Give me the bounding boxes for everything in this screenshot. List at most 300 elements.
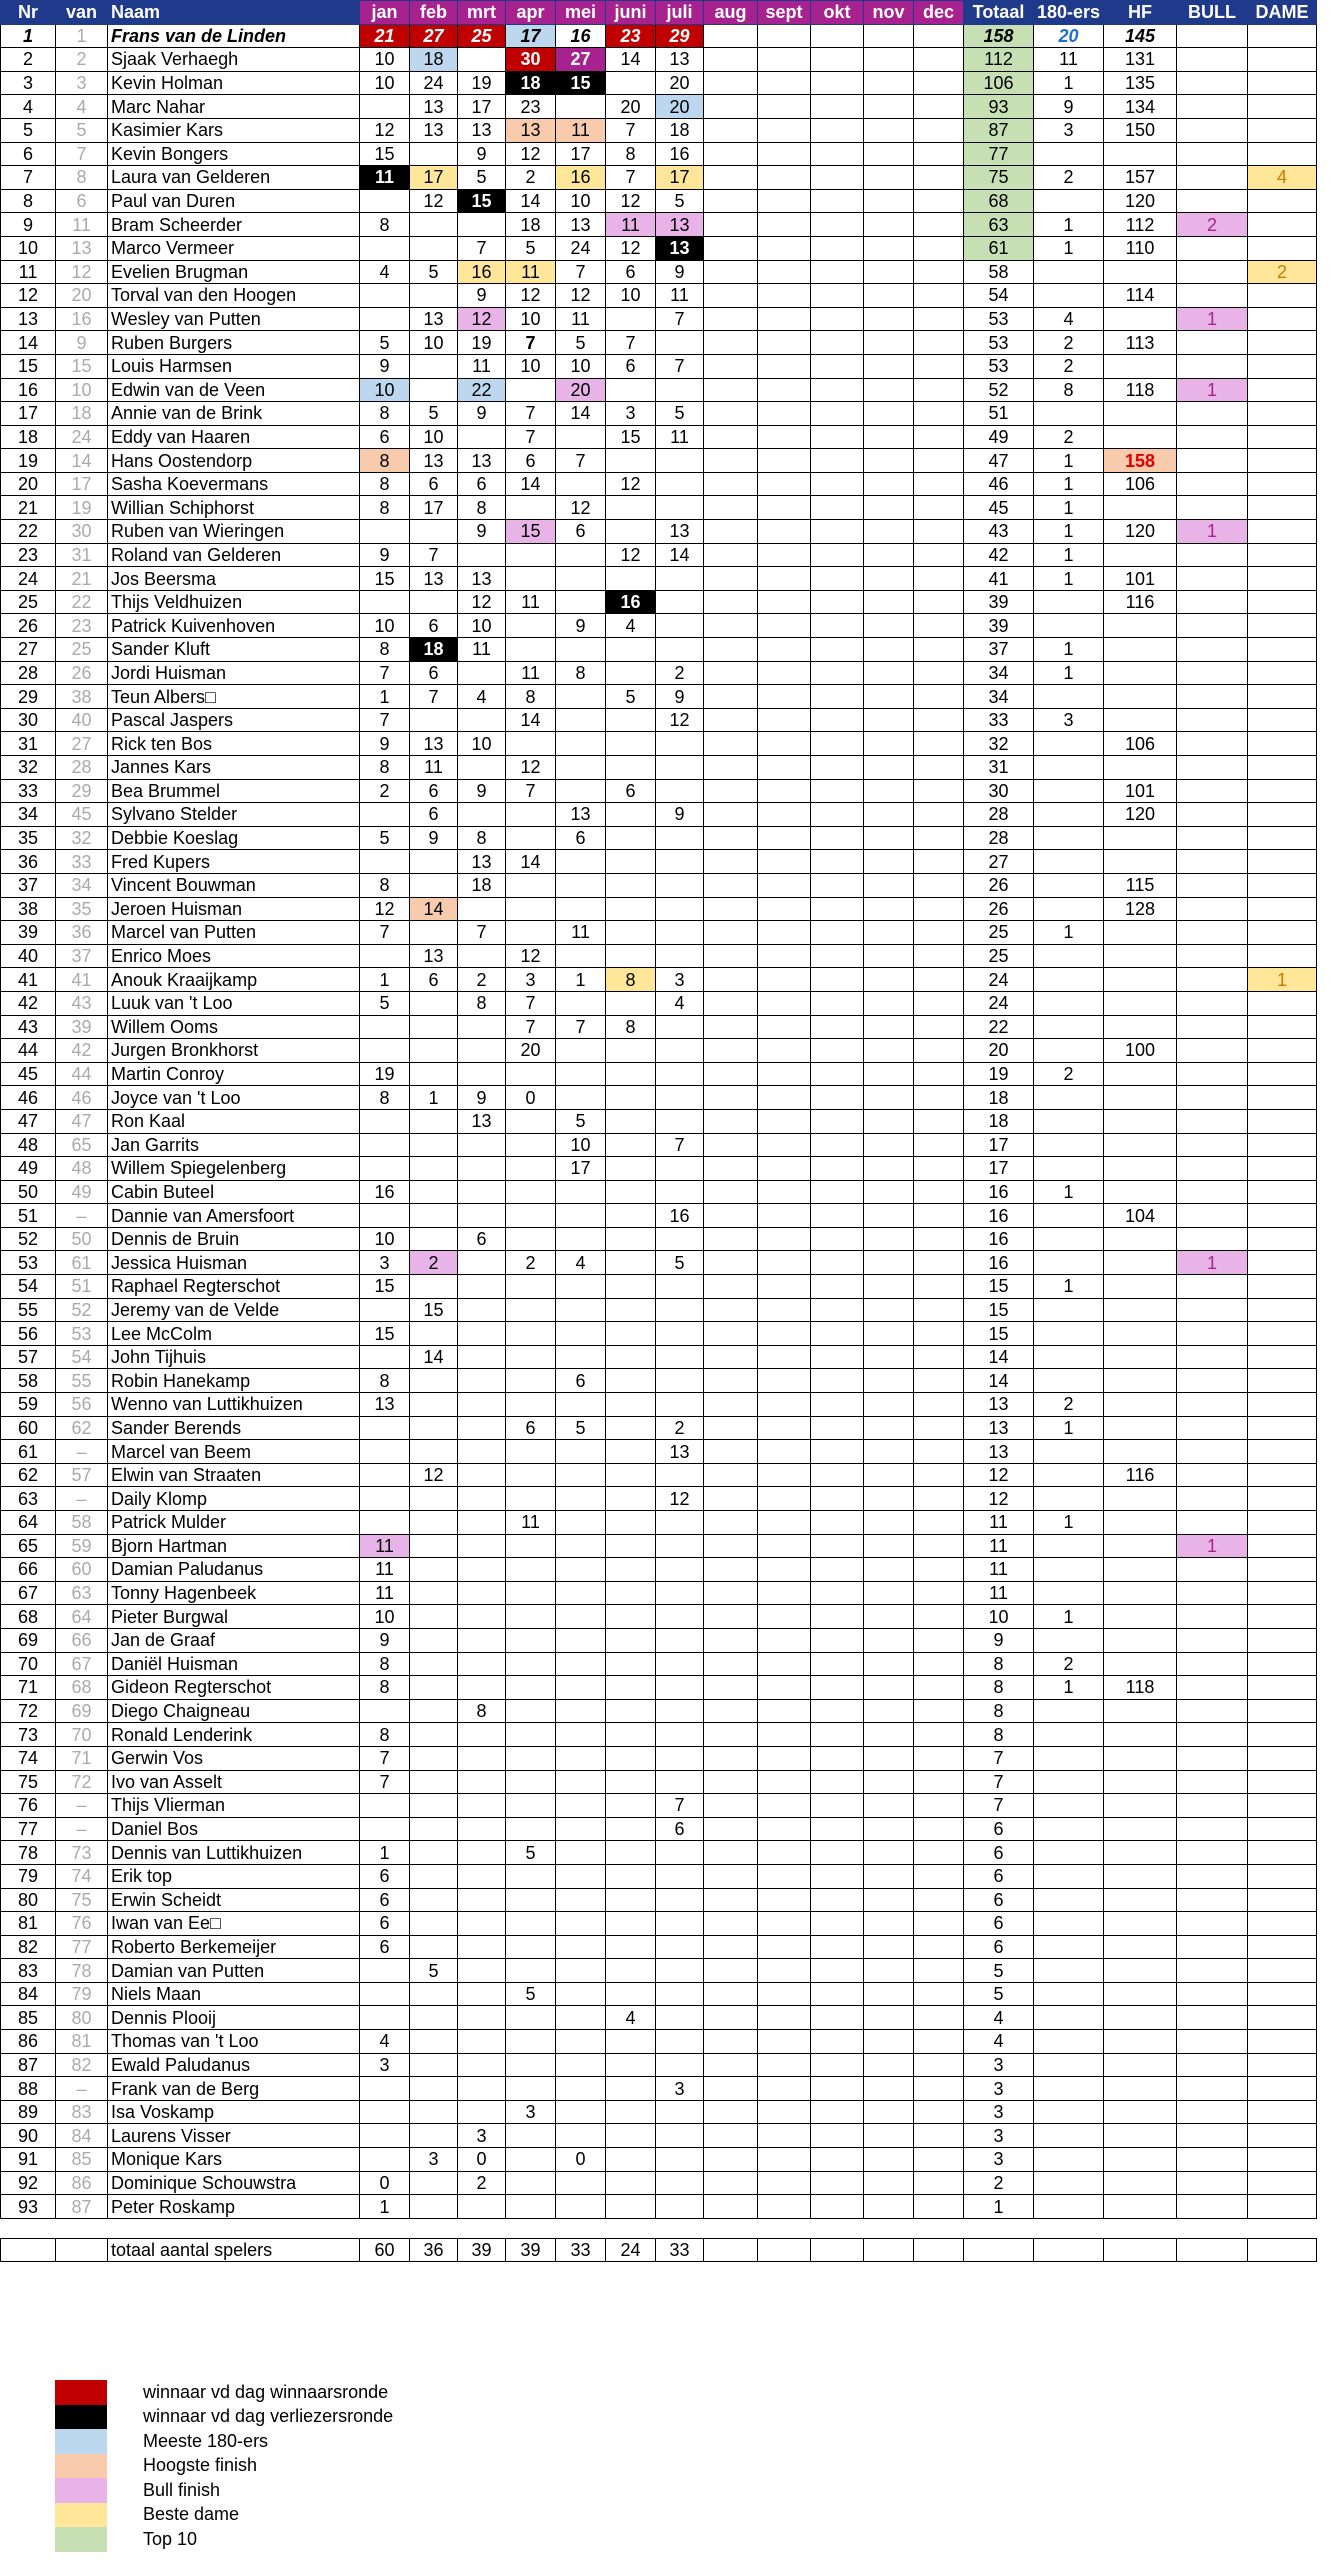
cell-van[interactable]: 30 (56, 520, 108, 544)
cell-okt[interactable] (811, 1770, 864, 1794)
cell-naam[interactable]: Frans van de Linden (108, 24, 360, 48)
cell-nr[interactable]: 30 (1, 708, 56, 732)
cell-juli[interactable] (656, 1039, 704, 1063)
cell-van[interactable]: 10 (56, 378, 108, 402)
cell-aug[interactable] (704, 354, 758, 378)
cell-totaal[interactable]: 16 (964, 1227, 1034, 1251)
cell-juli[interactable]: 12 (656, 708, 704, 732)
cell-mrt[interactable] (458, 756, 506, 780)
header-month-nov[interactable]: nov (864, 1, 914, 25)
cell-dame[interactable] (1248, 1393, 1317, 1417)
cell-mrt[interactable] (458, 1015, 506, 1039)
cell-dame[interactable] (1248, 1746, 1317, 1770)
cell-hf[interactable]: 113 (1104, 331, 1177, 355)
header-van[interactable]: van (56, 1, 108, 25)
cell-okt[interactable] (811, 732, 864, 756)
cell-apr[interactable]: 15 (506, 520, 556, 544)
cell-van[interactable]: 53 (56, 1322, 108, 1346)
cell-okt[interactable] (811, 1369, 864, 1393)
cell-mei[interactable] (556, 1982, 606, 2006)
cell-sept[interactable] (758, 968, 811, 992)
cell-hf[interactable]: 120 (1104, 189, 1177, 213)
cell-dec[interactable] (914, 48, 964, 72)
cell-dec[interactable] (914, 732, 964, 756)
cell-mei[interactable] (556, 944, 606, 968)
cell-dec[interactable] (914, 1652, 964, 1676)
cell-juli[interactable]: 3 (656, 2077, 704, 2101)
cell-mrt[interactable]: 0 (458, 2148, 506, 2172)
header-month-dec[interactable]: dec (914, 1, 964, 25)
cell-bull[interactable] (1177, 1817, 1248, 1841)
cell-juli[interactable]: 5 (656, 189, 704, 213)
cell-okt[interactable] (811, 1794, 864, 1818)
cell-hf[interactable] (1104, 944, 1177, 968)
cell-dec[interactable] (914, 425, 964, 449)
cell-dame[interactable]: 1 (1248, 968, 1317, 992)
cell-juli[interactable]: 9 (656, 685, 704, 709)
cell-jan[interactable] (360, 944, 410, 968)
cell-180-ers[interactable]: 1 (1034, 638, 1104, 662)
cell-totaal[interactable]: 58 (964, 260, 1034, 284)
cell-van[interactable]: 45 (56, 803, 108, 827)
cell-jan[interactable] (360, 1133, 410, 1157)
cell-apr[interactable]: 14 (506, 708, 556, 732)
cell-hf[interactable] (1104, 425, 1177, 449)
cell-dec[interactable] (914, 24, 964, 48)
cell-juni[interactable] (606, 1511, 656, 1535)
cell-aug[interactable] (704, 1959, 758, 1983)
footer-count-jan[interactable]: 60 (360, 2238, 410, 2262)
cell-aug[interactable] (704, 1817, 758, 1841)
cell-van[interactable]: 40 (56, 708, 108, 732)
cell-mei[interactable] (556, 2077, 606, 2101)
cell-okt[interactable] (811, 354, 864, 378)
cell-bull[interactable] (1177, 2077, 1248, 2101)
cell-juni[interactable] (606, 2053, 656, 2077)
cell-van[interactable]: 48 (56, 1157, 108, 1181)
cell-aug[interactable] (704, 1322, 758, 1346)
cell-aug[interactable] (704, 1086, 758, 1110)
cell-mei[interactable] (556, 1817, 606, 1841)
cell-okt[interactable] (811, 1251, 864, 1275)
cell-apr[interactable]: 7 (506, 331, 556, 355)
cell-hf[interactable] (1104, 1723, 1177, 1747)
cell-juli[interactable] (656, 1393, 704, 1417)
cell-nov[interactable] (864, 142, 914, 166)
cell-mei[interactable] (556, 1581, 606, 1605)
cell-feb[interactable] (410, 1864, 458, 1888)
cell-jan[interactable]: 7 (360, 921, 410, 945)
cell-hf[interactable] (1104, 543, 1177, 567)
cell-naam[interactable]: Dannie van Amersfoort (108, 1204, 360, 1228)
cell-jan[interactable]: 11 (360, 1581, 410, 1605)
cell-180-ers[interactable]: 1 (1034, 1676, 1104, 1700)
cell-apr[interactable] (506, 1534, 556, 1558)
cell-mei[interactable] (556, 2100, 606, 2124)
cell-feb[interactable] (410, 1204, 458, 1228)
cell-dame[interactable] (1248, 543, 1317, 567)
cell-mrt[interactable]: 8 (458, 826, 506, 850)
cell-mei[interactable] (556, 1723, 606, 1747)
cell-juni[interactable] (606, 1039, 656, 1063)
cell-hf[interactable]: 112 (1104, 213, 1177, 237)
cell-totaal[interactable]: 14 (964, 1369, 1034, 1393)
cell-mrt[interactable] (458, 1133, 506, 1157)
cell-naam[interactable]: Dennis Plooij (108, 2006, 360, 2030)
cell-totaal[interactable]: 37 (964, 638, 1034, 662)
cell-bull[interactable] (1177, 166, 1248, 190)
cell-jan[interactable]: 8 (360, 1676, 410, 1700)
cell-nov[interactable] (864, 991, 914, 1015)
cell-okt[interactable] (811, 1864, 864, 1888)
cell-hf[interactable] (1104, 756, 1177, 780)
cell-dec[interactable] (914, 95, 964, 119)
cell-totaal[interactable]: 3 (964, 2124, 1034, 2148)
cell-aug[interactable] (704, 402, 758, 426)
cell-feb[interactable] (410, 1652, 458, 1676)
cell-nov[interactable] (864, 567, 914, 591)
cell-juni[interactable]: 8 (606, 142, 656, 166)
cell-nov[interactable] (864, 921, 914, 945)
cell-jan[interactable]: 10 (360, 71, 410, 95)
cell-bull[interactable] (1177, 472, 1248, 496)
cell-sept[interactable] (758, 2077, 811, 2101)
cell-dec[interactable] (914, 354, 964, 378)
cell-mrt[interactable] (458, 2053, 506, 2077)
cell-totaal[interactable]: 25 (964, 921, 1034, 945)
cell-okt[interactable] (811, 1888, 864, 1912)
cell-nr[interactable]: 27 (1, 638, 56, 662)
cell-van[interactable]: 46 (56, 1086, 108, 1110)
cell-sept[interactable] (758, 1086, 811, 1110)
cell-nov[interactable] (864, 1015, 914, 1039)
cell-180-ers[interactable] (1034, 1086, 1104, 1110)
cell-nov[interactable] (864, 2006, 914, 2030)
cell-nov[interactable] (864, 968, 914, 992)
cell-mrt[interactable]: 6 (458, 472, 506, 496)
cell-jan[interactable]: 8 (360, 1652, 410, 1676)
cell-totaal[interactable]: 10 (964, 1605, 1034, 1629)
cell-naam[interactable]: Annie van de Brink (108, 402, 360, 426)
cell-apr[interactable] (506, 1817, 556, 1841)
cell-naam[interactable]: Lee McColm (108, 1322, 360, 1346)
cell-juni[interactable] (606, 1062, 656, 1086)
cell[interactable] (1248, 2238, 1317, 2262)
cell-jan[interactable]: 11 (360, 166, 410, 190)
cell-dec[interactable] (914, 520, 964, 544)
cell-dame[interactable] (1248, 1322, 1317, 1346)
cell-dec[interactable] (914, 1062, 964, 1086)
cell-totaal[interactable]: 7 (964, 1794, 1034, 1818)
cell-dame[interactable] (1248, 118, 1317, 142)
cell-juni[interactable]: 12 (606, 543, 656, 567)
cell-juli[interactable]: 3 (656, 968, 704, 992)
cell-sept[interactable] (758, 1935, 811, 1959)
cell-dame[interactable] (1248, 1109, 1317, 1133)
cell-180-ers[interactable]: 4 (1034, 307, 1104, 331)
cell-naam[interactable]: Paul van Duren (108, 189, 360, 213)
cell-180-ers[interactable] (1034, 779, 1104, 803)
cell-bull[interactable] (1177, 425, 1248, 449)
cell-mrt[interactable]: 16 (458, 260, 506, 284)
cell-nr[interactable]: 74 (1, 1746, 56, 1770)
header-month-mei[interactable]: mei (556, 1, 606, 25)
cell-mei[interactable]: 14 (556, 402, 606, 426)
cell-hf[interactable] (1104, 1369, 1177, 1393)
cell-mei[interactable] (556, 1888, 606, 1912)
cell-aug[interactable] (704, 2171, 758, 2195)
cell-juli[interactable]: 13 (656, 520, 704, 544)
cell-totaal[interactable]: 9 (964, 1628, 1034, 1652)
cell-totaal[interactable]: 26 (964, 897, 1034, 921)
cell-nr[interactable]: 21 (1, 496, 56, 520)
cell-totaal[interactable]: 16 (964, 1180, 1034, 1204)
cell-totaal[interactable]: 27 (964, 850, 1034, 874)
cell-apr[interactable]: 11 (506, 260, 556, 284)
cell-juni[interactable]: 8 (606, 1015, 656, 1039)
cell-nr[interactable]: 53 (1, 1251, 56, 1275)
cell-dame[interactable] (1248, 1369, 1317, 1393)
cell-apr[interactable] (506, 2030, 556, 2054)
cell-feb[interactable]: 6 (410, 968, 458, 992)
cell-bull[interactable] (1177, 1605, 1248, 1629)
cell-mei[interactable] (556, 590, 606, 614)
cell-nr[interactable]: 68 (1, 1605, 56, 1629)
cell-feb[interactable] (410, 1393, 458, 1417)
cell-totaal[interactable]: 6 (964, 1864, 1034, 1888)
cell-bull[interactable] (1177, 1676, 1248, 1700)
cell-nov[interactable] (864, 1440, 914, 1464)
cell-aug[interactable] (704, 48, 758, 72)
cell-feb[interactable] (410, 1440, 458, 1464)
cell-juni[interactable] (606, 2148, 656, 2172)
cell-juni[interactable] (606, 1369, 656, 1393)
cell-van[interactable]: 9 (56, 331, 108, 355)
cell-totaal[interactable]: 12 (964, 1463, 1034, 1487)
cell-van[interactable]: – (56, 1204, 108, 1228)
cell-dame[interactable] (1248, 661, 1317, 685)
cell-hf[interactable] (1104, 991, 1177, 1015)
cell-mrt[interactable] (458, 1982, 506, 2006)
cell-aug[interactable] (704, 1109, 758, 1133)
cell-nr[interactable]: 3 (1, 71, 56, 95)
cell-apr[interactable]: 11 (506, 1511, 556, 1535)
cell-nr[interactable]: 84 (1, 1982, 56, 2006)
cell-juli[interactable] (656, 2195, 704, 2219)
cell-180-ers[interactable] (1034, 850, 1104, 874)
cell-juli[interactable] (656, 1180, 704, 1204)
cell-juli[interactable]: 11 (656, 284, 704, 308)
cell-nov[interactable] (864, 1628, 914, 1652)
cell-dec[interactable] (914, 1676, 964, 1700)
cell-naam[interactable]: Marc Nahar (108, 95, 360, 119)
cell-dec[interactable] (914, 685, 964, 709)
cell-bull[interactable]: 2 (1177, 213, 1248, 237)
cell-nr[interactable]: 39 (1, 921, 56, 945)
cell-mei[interactable]: 6 (556, 1369, 606, 1393)
cell-juni[interactable] (606, 661, 656, 685)
cell-naam[interactable]: Kevin Bongers (108, 142, 360, 166)
cell-feb[interactable]: 13 (410, 95, 458, 119)
cell-totaal[interactable]: 33 (964, 708, 1034, 732)
cell-nov[interactable] (864, 331, 914, 355)
cell-mei[interactable] (556, 1393, 606, 1417)
cell-juli[interactable] (656, 2148, 704, 2172)
cell-dec[interactable] (914, 803, 964, 827)
cell-feb[interactable] (410, 1275, 458, 1299)
cell-nr[interactable]: 64 (1, 1511, 56, 1535)
cell-van[interactable]: 15 (56, 354, 108, 378)
cell-nr[interactable]: 67 (1, 1581, 56, 1605)
cell-hf[interactable]: 101 (1104, 779, 1177, 803)
cell-hf[interactable] (1104, 1959, 1177, 1983)
cell-aug[interactable] (704, 2124, 758, 2148)
cell-okt[interactable] (811, 1699, 864, 1723)
cell-naam[interactable]: Pieter Burgwal (108, 1605, 360, 1629)
cell-sept[interactable] (758, 425, 811, 449)
cell-mei[interactable] (556, 1605, 606, 1629)
footer-count-feb[interactable]: 36 (410, 2238, 458, 2262)
cell-nov[interactable] (864, 1204, 914, 1228)
cell-juni[interactable] (606, 1322, 656, 1346)
cell-180-ers[interactable] (1034, 2195, 1104, 2219)
cell-apr[interactable] (506, 1180, 556, 1204)
cell-jan[interactable] (360, 2148, 410, 2172)
cell-aug[interactable] (704, 2030, 758, 2054)
cell-nov[interactable] (864, 95, 914, 119)
cell-naam[interactable]: Joyce van 't Loo (108, 1086, 360, 1110)
cell-180-ers[interactable]: 1 (1034, 543, 1104, 567)
cell-dec[interactable] (914, 1511, 964, 1535)
cell-okt[interactable] (811, 1487, 864, 1511)
cell-sept[interactable] (758, 661, 811, 685)
cell-juli[interactable]: 5 (656, 402, 704, 426)
cell-180-ers[interactable]: 1 (1034, 449, 1104, 473)
cell-feb[interactable]: 11 (410, 756, 458, 780)
cell-aug[interactable] (704, 1062, 758, 1086)
cell-mei[interactable] (556, 991, 606, 1015)
cell-180-ers[interactable] (1034, 402, 1104, 426)
cell-jan[interactable]: 1 (360, 968, 410, 992)
cell-van[interactable]: 38 (56, 685, 108, 709)
cell-okt[interactable] (811, 1180, 864, 1204)
cell-naam[interactable]: Wenno van Luttikhuizen (108, 1393, 360, 1417)
cell-apr[interactable]: 13 (506, 118, 556, 142)
cell-totaal[interactable]: 43 (964, 520, 1034, 544)
cell-hf[interactable] (1104, 1345, 1177, 1369)
cell-nov[interactable] (864, 1062, 914, 1086)
cell-feb[interactable] (410, 590, 458, 614)
cell-dame[interactable] (1248, 1251, 1317, 1275)
cell-dec[interactable] (914, 1416, 964, 1440)
cell-totaal[interactable]: 17 (964, 1157, 1034, 1181)
cell-van[interactable]: 34 (56, 873, 108, 897)
cell-sept[interactable] (758, 2100, 811, 2124)
cell-hf[interactable] (1104, 685, 1177, 709)
cell-dec[interactable] (914, 449, 964, 473)
cell-nov[interactable] (864, 425, 914, 449)
cell-mei[interactable] (556, 1628, 606, 1652)
cell-okt[interactable] (811, 166, 864, 190)
cell-nr[interactable]: 77 (1, 1817, 56, 1841)
cell-totaal[interactable]: 112 (964, 48, 1034, 72)
cell-apr[interactable]: 10 (506, 354, 556, 378)
cell-sept[interactable] (758, 1581, 811, 1605)
cell-dame[interactable] (1248, 496, 1317, 520)
cell-hf[interactable] (1104, 1157, 1177, 1181)
cell-naam[interactable]: Sylvano Stelder (108, 803, 360, 827)
cell-dame[interactable] (1248, 873, 1317, 897)
cell-totaal[interactable]: 8 (964, 1676, 1034, 1700)
cell-van[interactable]: 32 (56, 826, 108, 850)
cell-naam[interactable]: Diego Chaigneau (108, 1699, 360, 1723)
cell-dame[interactable] (1248, 48, 1317, 72)
cell-mei[interactable]: 7 (556, 449, 606, 473)
cell-180-ers[interactable] (1034, 2077, 1104, 2101)
cell-dame[interactable] (1248, 1133, 1317, 1157)
cell-apr[interactable] (506, 1912, 556, 1936)
cell-hf[interactable]: 135 (1104, 71, 1177, 95)
cell-okt[interactable] (811, 991, 864, 1015)
cell-juli[interactable]: 2 (656, 1416, 704, 1440)
cell-nr[interactable]: 1 (1, 24, 56, 48)
cell-naam[interactable]: Ewald Paludanus (108, 2053, 360, 2077)
cell-apr[interactable]: 12 (506, 756, 556, 780)
cell-bull[interactable] (1177, 1864, 1248, 1888)
cell-totaal[interactable]: 13 (964, 1440, 1034, 1464)
cell-bull[interactable] (1177, 24, 1248, 48)
cell-mrt[interactable]: 17 (458, 95, 506, 119)
cell-dec[interactable] (914, 1770, 964, 1794)
cell-apr[interactable]: 3 (506, 2100, 556, 2124)
cell-totaal[interactable]: 53 (964, 331, 1034, 355)
cell-naam[interactable]: Niels Maan (108, 1982, 360, 2006)
cell-apr[interactable] (506, 567, 556, 591)
cell-apr[interactable] (506, 638, 556, 662)
cell-juli[interactable] (656, 1227, 704, 1251)
cell-bull[interactable] (1177, 803, 1248, 827)
cell-van[interactable]: 68 (56, 1676, 108, 1700)
cell-okt[interactable] (811, 2100, 864, 2124)
cell-mei[interactable]: 15 (556, 71, 606, 95)
cell-juli[interactable] (656, 1723, 704, 1747)
cell-dec[interactable] (914, 331, 964, 355)
cell-mrt[interactable]: 12 (458, 307, 506, 331)
cell-180-ers[interactable] (1034, 1345, 1104, 1369)
cell-van[interactable]: 36 (56, 921, 108, 945)
cell-mei[interactable]: 12 (556, 496, 606, 520)
cell-mrt[interactable]: 22 (458, 378, 506, 402)
cell-dame[interactable] (1248, 2171, 1317, 2195)
cell-sept[interactable] (758, 1511, 811, 1535)
cell-mei[interactable]: 24 (556, 236, 606, 260)
cell-juni[interactable] (606, 1298, 656, 1322)
cell-juli[interactable] (656, 2006, 704, 2030)
cell-dec[interactable] (914, 1133, 964, 1157)
cell-nov[interactable] (864, 850, 914, 874)
cell-bull[interactable] (1177, 1039, 1248, 1063)
cell-dec[interactable] (914, 1982, 964, 2006)
cell-mei[interactable] (556, 708, 606, 732)
cell-nr[interactable]: 12 (1, 284, 56, 308)
cell-sept[interactable] (758, 991, 811, 1015)
cell-nov[interactable] (864, 402, 914, 426)
cell-hf[interactable] (1104, 354, 1177, 378)
cell-jan[interactable]: 11 (360, 1558, 410, 1582)
cell-okt[interactable] (811, 213, 864, 237)
cell-juni[interactable]: 12 (606, 189, 656, 213)
cell-hf[interactable] (1104, 2030, 1177, 2054)
